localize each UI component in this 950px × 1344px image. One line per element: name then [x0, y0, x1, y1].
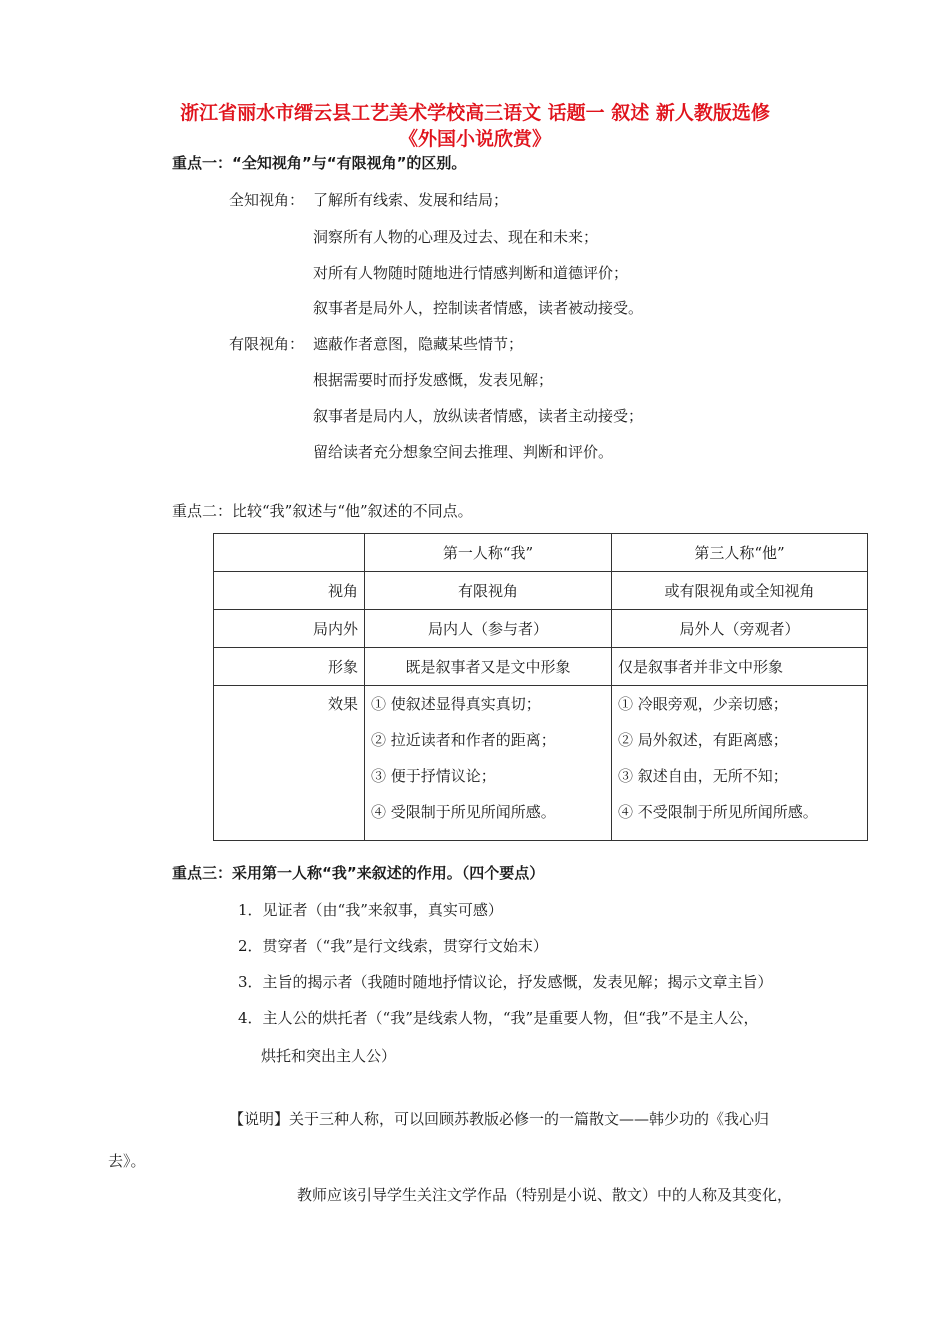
table-header-cell: 第一人称“我” — [365, 534, 612, 572]
effect-first-item: ④ 受限制于所见所闻所感。 — [371, 803, 556, 821]
table-cell — [365, 686, 612, 841]
point3-item: 4．主人公的烘托者（“我”是线索人物，“我”是重要人物，但“我”不是主人公， — [238, 1009, 759, 1027]
table-cell: 有限视角 — [365, 572, 612, 610]
limited-label: 有限视角： — [229, 335, 305, 353]
effect-first-item: ① 使叙述显得真实真切； — [371, 695, 541, 713]
effect-third-item: ③ 叙述自由，无所不知； — [618, 767, 788, 785]
table-header-row — [214, 534, 868, 572]
point3-item: 1．见证者（由“我”来叙事，真实可感） — [238, 901, 503, 919]
table-header-cell — [214, 534, 365, 572]
note-line: 去》。 — [108, 1152, 146, 1170]
table-cell: 视角 — [214, 572, 365, 610]
note-line: 教师应该引导学生关注文学作品（特别是小说、散文）中的人称及其变化， — [297, 1186, 793, 1204]
table-row — [214, 648, 868, 686]
table-cell: 既是叙事者又是文中形象 — [365, 648, 612, 686]
table-row — [214, 572, 868, 610]
omniscient-item: 洞察所有人物的心理及过去、现在和未来； — [313, 228, 599, 246]
limited-item: 留给读者充分想象空间去推理、判断和评价。 — [313, 443, 614, 461]
limited-item: 叙事者是局内人，放纵读者情感，读者主动接受； — [313, 407, 644, 425]
effect-label: 效果 — [327, 695, 358, 713]
point3-heading: 重点三：采用第一人称“我”来叙述的作用。（四个要点） — [172, 864, 545, 882]
table-cell: 形象 — [214, 648, 365, 686]
limited-item: 根据需要时而抒发感慨，发表见解； — [313, 371, 554, 389]
note-line: 【说明】关于三种人称，可以回顾苏教版必修一的一篇散文——韩少功的《我心归 — [229, 1110, 770, 1128]
effect-third-item: ④ 不受限制于所见所闻所感。 — [618, 803, 818, 821]
effect-first-item: ② 拉近读者和作者的距离； — [371, 731, 556, 749]
omniscient-item: 叙事者是局外人，控制读者情感，读者被动接受。 — [313, 299, 644, 317]
table-cell — [214, 686, 365, 841]
document-title-line1: 浙江省丽水市缙云县工艺美术学校高三语文 话题一 叙述 新人教版选修 — [180, 102, 770, 124]
point1-heading: 重点一：“全知视角”与“有限视角”的区别。 — [172, 154, 467, 172]
table-cell: 仅是叙事者并非文中形象 — [612, 648, 868, 686]
limited-item: 遮蔽作者意图，隐藏某些情节； — [313, 335, 524, 353]
table-cell: 局外人（旁观者） — [612, 610, 868, 648]
comparison-table — [213, 533, 868, 841]
table-cell: 局内人（参与者） — [365, 610, 612, 648]
table-header-cell: 第三人称“他” — [612, 534, 868, 572]
effect-third-item: ① 冷眼旁观，少亲切感； — [618, 695, 788, 713]
omniscient-label: 全知视角： — [229, 191, 305, 209]
document-title-line2: 《外国小说欣赏》 — [398, 128, 551, 150]
table-row — [214, 610, 868, 648]
point2-heading: 重点二：比较“我”叙述与“他”叙述的不同点。 — [172, 502, 473, 520]
effect-first-item: ③ 便于抒情议论； — [371, 767, 496, 785]
effect-third-item: ② 局外叙述，有距离感； — [618, 731, 788, 749]
table-cell — [612, 686, 868, 841]
point3-item: 2．贯穿者（“我”是行文线索，贯穿行文始末） — [238, 937, 548, 955]
omniscient-item: 了解所有线索、发展和结局； — [313, 191, 509, 209]
table-cell: 或有限视角或全知视角 — [612, 572, 868, 610]
table-cell: 局内外 — [214, 610, 365, 648]
point3-item: 3．主旨的揭示者（我随时随地抒情议论，抒发感慨，发表见解；揭示文章主旨） — [238, 973, 773, 991]
table-row-effect — [214, 686, 868, 841]
point3-item-continued: 烘托和突出主人公） — [261, 1047, 397, 1065]
omniscient-item: 对所有人物随时随地进行情感判断和道德评价； — [313, 264, 629, 282]
